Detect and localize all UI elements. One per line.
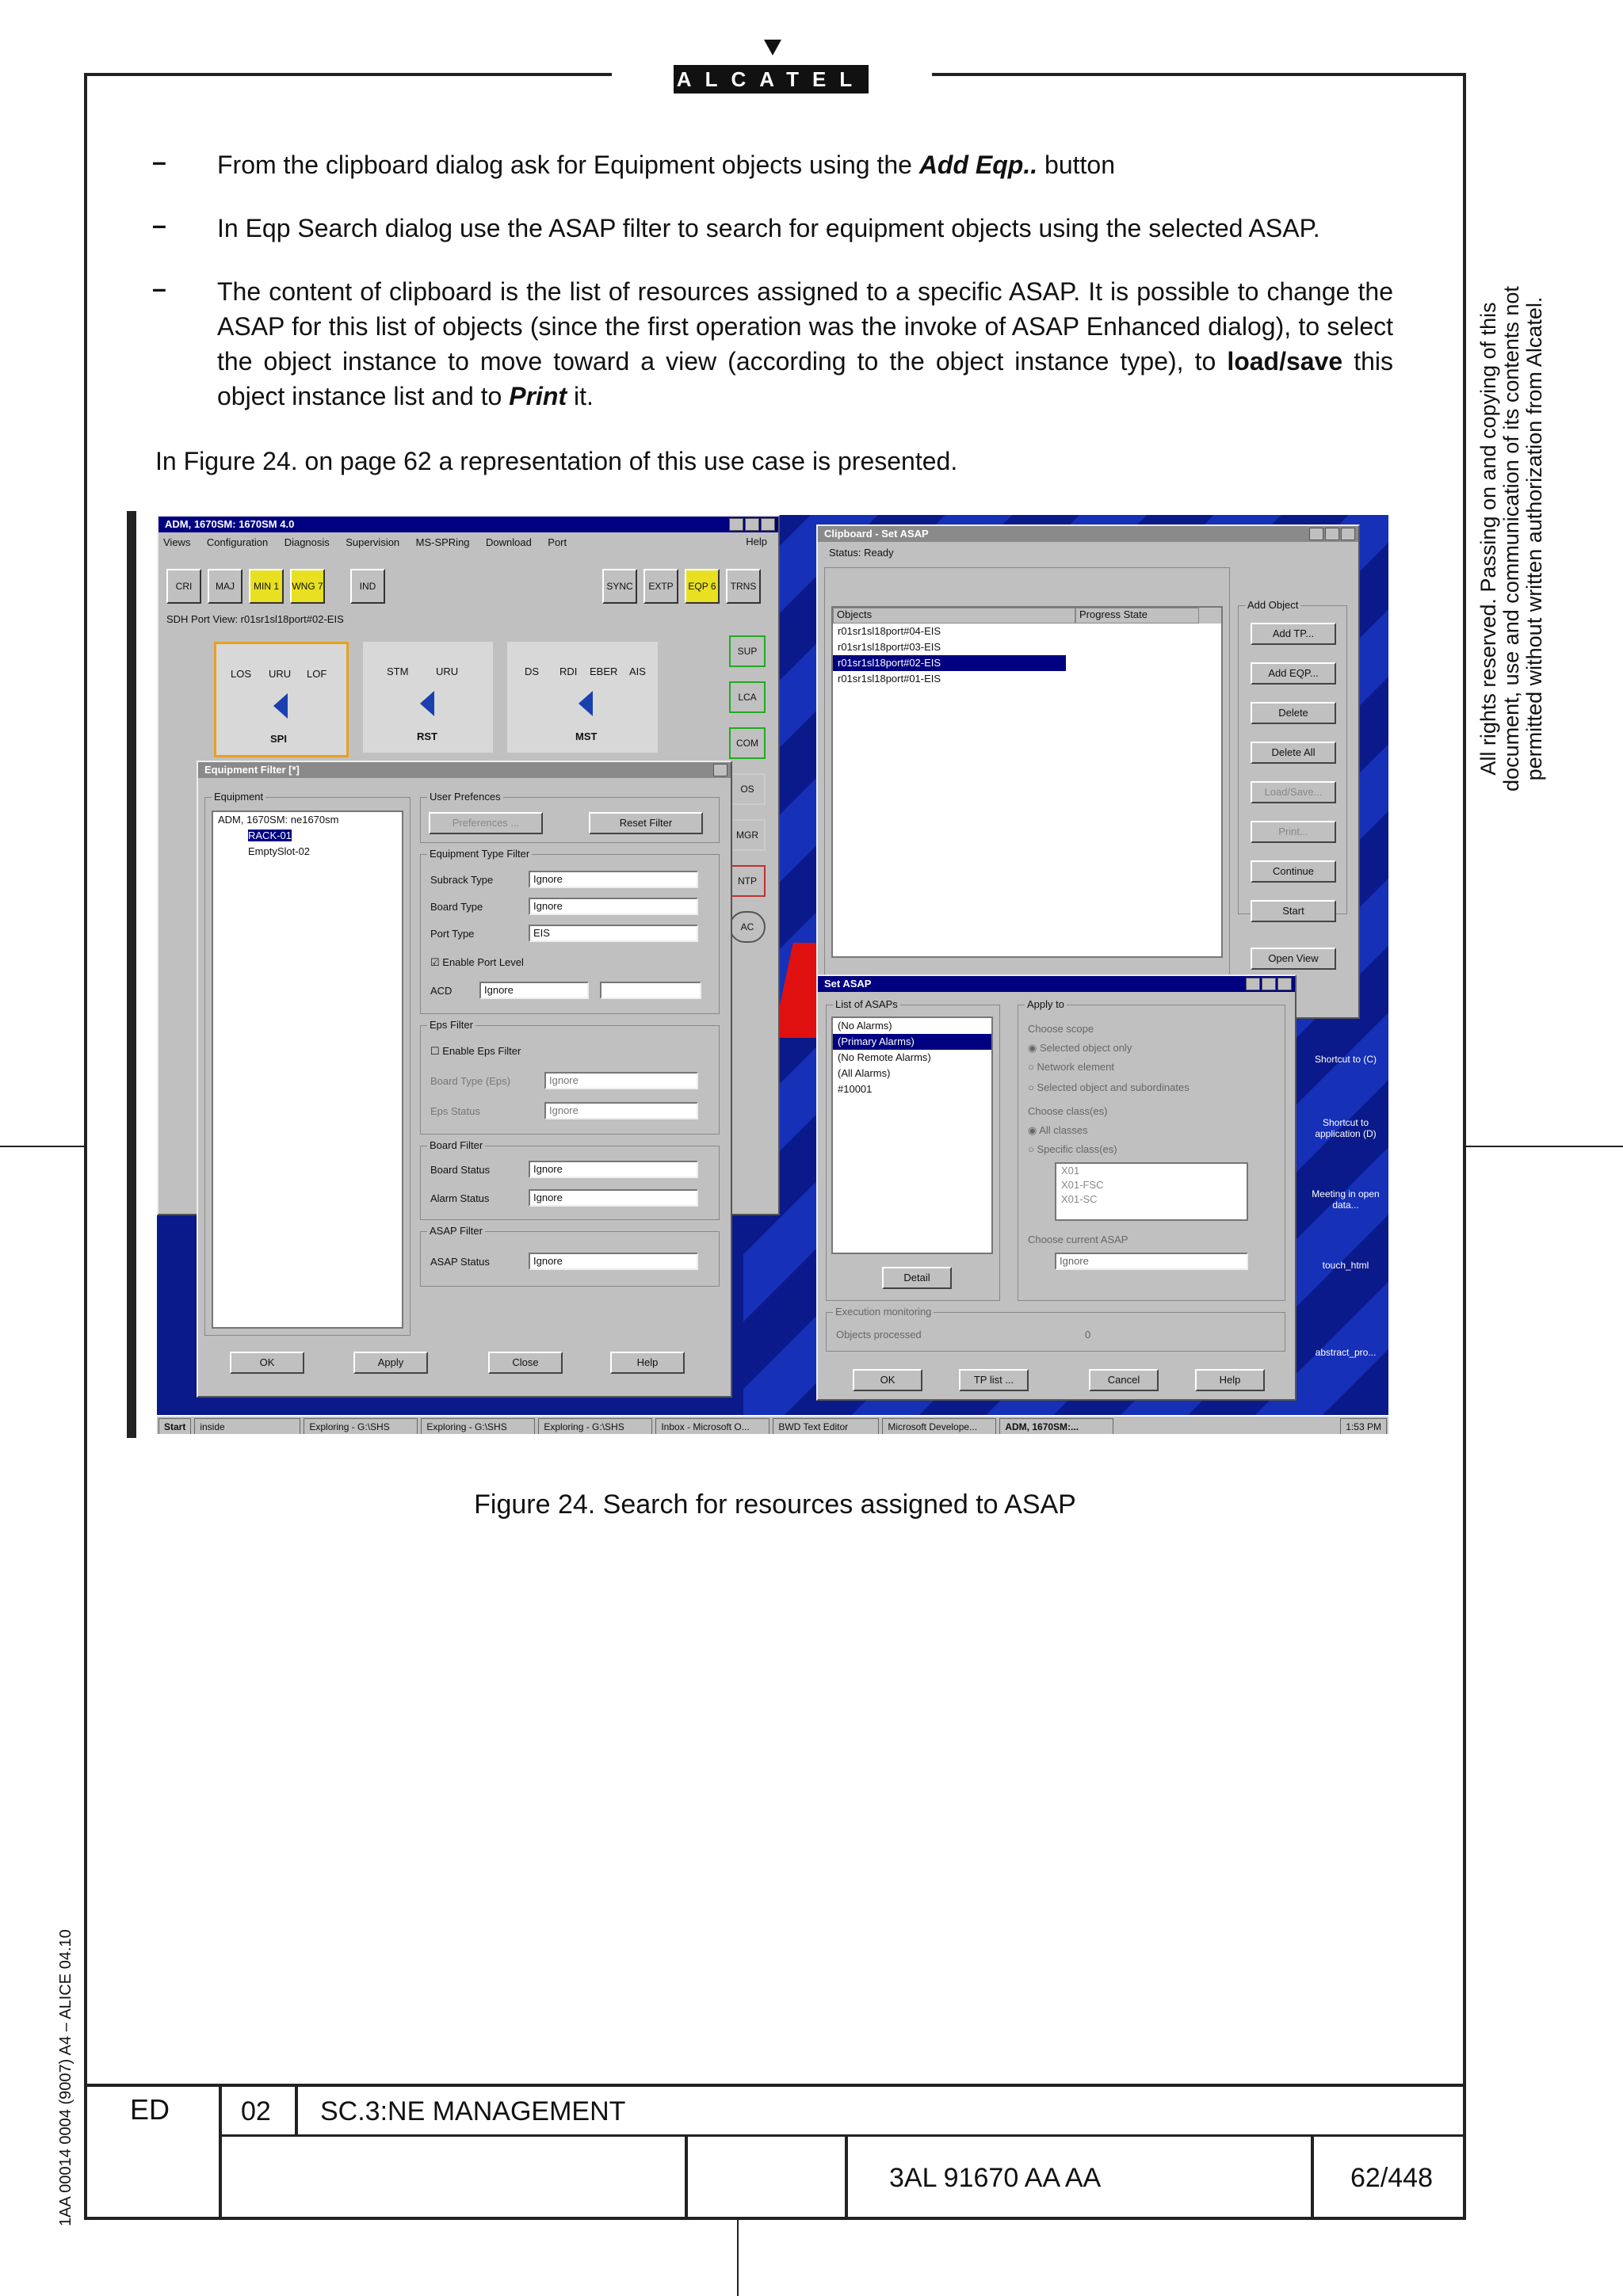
eps-board-type-label: Board Type (Eps) xyxy=(430,1075,510,1087)
current-asap-label: Choose current ASAP xyxy=(1028,1234,1128,1245)
footer-divider xyxy=(295,2084,298,2136)
footer-divider xyxy=(685,2134,688,2220)
lca-button[interactable]: LCA xyxy=(729,681,766,713)
ed-label: ED xyxy=(130,2093,170,2126)
acd-label: ACD xyxy=(430,985,453,997)
open-view-button[interactable]: Open View xyxy=(1251,948,1336,970)
class-option-specific[interactable]: ○ Specific class(es) xyxy=(1028,1143,1117,1155)
board-filter-group xyxy=(420,1139,720,1220)
bullet-dash: – xyxy=(152,147,166,176)
bullet-dash: – xyxy=(152,211,166,239)
taskbar-item[interactable]: BWD Text Editor xyxy=(773,1418,879,1434)
class-option-all[interactable]: ◉ All classes xyxy=(1028,1124,1088,1136)
figure-screenshot xyxy=(157,515,1388,1434)
sync-button[interactable]: SYNC xyxy=(602,569,637,604)
delete-all-button[interactable]: Delete All xyxy=(1251,742,1336,764)
set-asap-dialog xyxy=(816,974,1296,1401)
help-button[interactable]: Help xyxy=(1195,1369,1265,1391)
change-bar xyxy=(127,511,136,1438)
apply-button[interactable]: Apply xyxy=(353,1352,428,1374)
block-label: AIS xyxy=(629,666,646,677)
ed-value: 02 xyxy=(241,2096,271,2126)
crop-mark-right xyxy=(1466,1146,1623,1147)
class-label: Choose class(es) xyxy=(1028,1105,1108,1117)
crop-mark-bottom xyxy=(737,2220,739,2296)
clipboard-objects-group xyxy=(824,567,1230,1009)
desktop-icon[interactable]: Shortcut to (C) xyxy=(1314,1054,1377,1065)
taskbar-item[interactable]: inside xyxy=(194,1418,300,1434)
arrow-left-icon xyxy=(420,691,434,716)
menu-configuration[interactable]: Configuration xyxy=(206,536,269,548)
clipboard-title: Clipboard - Set ASAP xyxy=(818,526,1358,542)
tp-list-button[interactable]: TP list ... xyxy=(959,1369,1029,1391)
acd-select[interactable]: Ignore xyxy=(479,982,589,999)
equipment-filter-dialog xyxy=(197,761,732,1398)
progress-column-header[interactable]: Progress State xyxy=(1075,608,1199,624)
eps-status-label: Eps Status xyxy=(430,1105,480,1117)
block-label: STM xyxy=(387,666,409,677)
taskbar-clock: 1:53 PM xyxy=(1340,1418,1387,1434)
ok-button[interactable]: OK xyxy=(853,1369,922,1391)
desktop-icon[interactable]: Meeting in open data... xyxy=(1312,1188,1380,1211)
footer-line-top xyxy=(84,2084,1466,2087)
footer-divider xyxy=(845,2134,848,2220)
block-label: URU xyxy=(269,668,292,680)
block-name: SPI xyxy=(270,733,287,745)
block-label: DS xyxy=(525,666,540,677)
asap-status-select[interactable]: Ignore xyxy=(529,1253,698,1270)
block-label: URU xyxy=(436,666,459,677)
bullet-dash: – xyxy=(152,274,166,303)
arrow-left-icon xyxy=(579,691,593,716)
list-item-selected[interactable]: r01sr1sl18port#02-EIS xyxy=(833,655,1066,671)
list-of-asaps-group xyxy=(826,998,1000,1301)
page-number: 62/448 xyxy=(1350,2163,1433,2193)
close-button[interactable] xyxy=(761,518,775,531)
adm-menu-bar xyxy=(158,532,778,553)
bullet-1: From the clipboard dialog ask for Equipment objects using the Add Eqp.. button xyxy=(217,151,1115,179)
objects-column-header[interactable]: Objects xyxy=(833,608,1075,624)
list-item[interactable]: r01sr1sl18port#04-EIS xyxy=(838,625,941,637)
copyright-notice: All rights reserved. Passing on and copying of this document, use and communication of its contents not permitted without written authorization from Alcatel. xyxy=(1476,286,1546,791)
equipment-type-group xyxy=(420,848,720,1014)
list-item[interactable]: (No Alarms) xyxy=(838,1020,892,1032)
preferences-button[interactable]: Preferences ... xyxy=(429,812,543,834)
taskbar-item[interactable]: Exploring - G:\SHS xyxy=(304,1418,418,1434)
apply-to-group xyxy=(1018,998,1285,1301)
group-title: Add Object xyxy=(1245,599,1300,611)
maj-alarm-button[interactable]: MAJ xyxy=(208,569,242,604)
extp-button[interactable]: EXTP xyxy=(643,569,678,604)
group-title: Apply to xyxy=(1025,998,1067,1010)
group-title: Equipment xyxy=(212,791,265,803)
minimize-button[interactable] xyxy=(1246,978,1260,990)
tree-node-ne[interactable]: ADM, 1670SM: ne1670sm xyxy=(218,814,339,826)
equipment-tree[interactable] xyxy=(212,810,403,1329)
taskbar-item[interactable]: Microsoft Develope... xyxy=(882,1418,996,1434)
minimize-button[interactable] xyxy=(1309,528,1323,540)
list-item[interactable]: (No Remote Alarms) xyxy=(838,1051,931,1063)
ac-button[interactable]: AC xyxy=(729,911,766,943)
bullet-2: In Eqp Search dialog use the ASAP filter to search for equipment objects using the selected ASAP. xyxy=(217,214,1320,242)
taskbar-item[interactable]: Exploring - G:\SHS xyxy=(538,1418,652,1434)
acd-value-field[interactable] xyxy=(600,982,701,999)
clipboard-objects-list[interactable] xyxy=(831,606,1223,958)
menu-supervision[interactable]: Supervision xyxy=(346,536,400,548)
footer-divider xyxy=(1311,2134,1314,2220)
desktop-icon[interactable]: Shortcut to application (D) xyxy=(1315,1117,1377,1139)
wng-alarm-button[interactable]: WNG 7 xyxy=(290,569,325,604)
figure-caption: Figure 24. Search for resources assigned to ASAP xyxy=(474,1489,1076,1520)
adm-title-bar: ADM, 1670SM: 1670SM 4.0 xyxy=(158,517,778,532)
port-type-label: Port Type xyxy=(430,928,475,940)
list-item[interactable]: r01sr1sl18port#03-EIS xyxy=(838,641,941,653)
document-reference: 1AA 00014 0004 (9007) A4 – ALICE 04.10 xyxy=(57,1929,74,2226)
tree-node-rack[interactable]: RACK-01 xyxy=(248,830,292,841)
ind-alarm-button[interactable]: IND xyxy=(350,569,385,604)
taskbar-item-active[interactable]: ADM, 1670SM:... xyxy=(999,1418,1113,1434)
start-button[interactable]: Start xyxy=(1251,900,1336,922)
eps-status-select[interactable]: Ignore xyxy=(544,1102,698,1119)
objects-processed-label: Objects processed xyxy=(836,1329,922,1341)
clipboard-status: Status: Ready xyxy=(829,547,894,559)
clipboard-dialog xyxy=(816,524,1360,1019)
mst-block[interactable] xyxy=(507,642,658,753)
add-eqp-button[interactable]: Add EQP... xyxy=(1251,662,1336,685)
cri-alarm-button[interactable]: CRI xyxy=(166,569,201,604)
group-title: Board Filter xyxy=(427,1139,485,1151)
page-frame-left xyxy=(84,73,87,2220)
logo-arrow-icon xyxy=(764,40,781,55)
reset-filter-button[interactable]: Reset Filter xyxy=(589,812,703,834)
page-frame-top-left xyxy=(84,73,612,76)
spi-block[interactable] xyxy=(214,642,349,757)
footer-line-mid xyxy=(219,2134,1466,2137)
scope-label: Choose scope xyxy=(1028,1023,1094,1035)
list-item[interactable]: #10001 xyxy=(838,1083,873,1095)
port-view-label: SDH Port View: r01sr1sl18port#02-EIS xyxy=(166,613,344,625)
list-header xyxy=(833,608,1221,624)
menu-diagnosis[interactable]: Diagnosis xyxy=(284,536,330,548)
eps-filter-group xyxy=(420,1019,720,1135)
current-asap-select[interactable]: Ignore xyxy=(1055,1253,1248,1270)
group-title: List of ASAPs xyxy=(833,998,900,1010)
menu-port[interactable]: Port xyxy=(548,536,567,548)
eps-board-type-select[interactable]: Ignore xyxy=(544,1072,698,1089)
equipment-group xyxy=(204,791,411,1336)
crop-mark-left xyxy=(0,1146,84,1147)
scope-option-network-element[interactable]: ○ Network element xyxy=(1028,1061,1115,1073)
maximize-button[interactable] xyxy=(745,518,759,531)
footer-divider xyxy=(219,2084,222,2220)
list-item[interactable]: X01-SC xyxy=(1061,1193,1098,1205)
group-title: Equipment Type Filter xyxy=(427,848,532,860)
eqp-button[interactable]: EQP 6 xyxy=(685,569,720,604)
scope-option-subordinates[interactable]: ○ Selected object and subordinates xyxy=(1028,1081,1190,1093)
desktop-icon[interactable]: touch_html xyxy=(1322,1260,1369,1271)
document-code: 3AL 91670 AA AA xyxy=(889,2163,1102,2193)
block-name: MST xyxy=(575,730,598,742)
board-status-select[interactable]: Ignore xyxy=(529,1161,698,1178)
block-label: LOF xyxy=(307,668,327,680)
help-button[interactable]: Help xyxy=(610,1352,685,1374)
taskbar xyxy=(157,1415,1388,1434)
block-name: RST xyxy=(417,730,437,742)
asap-status-label: ASAP Status xyxy=(430,1256,490,1268)
list-item[interactable]: X01 xyxy=(1061,1165,1080,1177)
execution-monitoring-group xyxy=(826,1306,1285,1352)
menu-views[interactable]: Views xyxy=(163,536,191,548)
board-status-label: Board Status xyxy=(430,1164,491,1176)
os-button[interactable]: OS xyxy=(729,773,766,805)
group-title: ASAP Filter xyxy=(427,1225,485,1237)
block-label: EBER xyxy=(590,666,618,677)
enable-port-level-checkbox[interactable]: ☑ Enable Port Level xyxy=(430,956,524,968)
alarm-status-label: Alarm Status xyxy=(430,1192,490,1204)
list-item-selected[interactable]: (Primary Alarms) xyxy=(833,1034,991,1050)
tree-node-slot[interactable]: EmptySlot-02 xyxy=(248,845,311,857)
close-button[interactable] xyxy=(713,764,727,776)
list-item[interactable]: X01-FSC xyxy=(1061,1179,1104,1191)
min-alarm-button[interactable]: MIN 1 xyxy=(249,569,284,604)
mgr-button[interactable]: MGR xyxy=(729,819,766,851)
group-title: Execution monitoring xyxy=(833,1306,934,1318)
board-type-label: Board Type xyxy=(430,901,483,913)
subrack-type-select[interactable]: Ignore xyxy=(529,871,698,888)
scope-option-selected-only[interactable]: ◉ Selected object only xyxy=(1028,1042,1132,1054)
print-button[interactable]: Print... xyxy=(1251,821,1336,843)
sup-button[interactable]: SUP xyxy=(729,635,766,667)
taskbar-item[interactable]: Exploring - G:\SHS xyxy=(421,1418,535,1434)
board-type-select[interactable]: Ignore xyxy=(529,898,698,915)
taskbar-item[interactable]: Inbox - Microsoft O... xyxy=(655,1418,769,1434)
asap-filter-group xyxy=(420,1225,720,1287)
block-label: LOS xyxy=(231,668,252,680)
list-item[interactable]: (All Alarms) xyxy=(838,1067,891,1079)
detail-button[interactable]: Detail xyxy=(882,1267,952,1289)
subrack-type-label: Subrack Type xyxy=(430,874,494,886)
asap-list[interactable] xyxy=(831,1016,993,1254)
block-label: RDI xyxy=(559,666,578,677)
bullet-3: The content of clipboard is the list of resources assigned to a specific ASAP. It is possible to change the ASAP for this list of objects (since the first operation was the invoke of ASAP Enhanced dialog), to select the object instance to move toward a view (according to the object instance type), to load/save this object instance list and to Print it. xyxy=(217,277,1394,410)
maximize-button[interactable] xyxy=(1262,978,1276,990)
maximize-button[interactable] xyxy=(1325,528,1339,540)
add-tp-button[interactable]: Add TP... xyxy=(1251,623,1336,645)
menu-help[interactable]: Help xyxy=(746,536,767,547)
minimize-button[interactable] xyxy=(729,518,743,531)
alcatel-logo: ALCATEL xyxy=(674,65,869,93)
user-prefs-group xyxy=(420,791,720,843)
close-dialog-button[interactable]: Close xyxy=(488,1352,563,1374)
delete-button[interactable]: Delete xyxy=(1251,702,1336,724)
start-button[interactable]: Start xyxy=(158,1418,191,1434)
footer-line-bottom xyxy=(84,2217,1466,2220)
port-type-select[interactable]: EIS xyxy=(529,925,698,942)
enable-eps-checkbox[interactable]: ☐ Enable Eps Filter xyxy=(430,1045,521,1057)
menu-download[interactable]: Download xyxy=(486,536,532,548)
group-title: Eps Filter xyxy=(427,1019,475,1031)
group-title: User Prefences xyxy=(427,791,503,803)
close-button[interactable] xyxy=(1277,978,1292,990)
objects-processed-value: 0 xyxy=(1085,1329,1091,1341)
set-asap-title: Set ASAP xyxy=(818,976,1295,992)
continue-button[interactable]: Continue xyxy=(1251,860,1336,883)
load-save-button[interactable]: Load/Save... xyxy=(1251,781,1336,803)
alarm-status-select[interactable]: Ignore xyxy=(529,1189,698,1207)
equipment-filter-title: Equipment Filter [*] xyxy=(198,762,731,778)
trns-button[interactable]: TRNS xyxy=(726,569,761,604)
menu-ms-spring[interactable]: MS-SPRing xyxy=(415,536,470,548)
page-frame-top-right xyxy=(932,73,1466,76)
ntp-button[interactable]: NTP xyxy=(729,865,766,897)
cancel-button[interactable]: Cancel xyxy=(1089,1369,1159,1391)
desktop-icon[interactable]: abstract_pro... xyxy=(1315,1347,1377,1358)
intro-text: In Figure 24. on page 62 a representation of this use case is presented. xyxy=(155,447,958,475)
com-button[interactable]: COM xyxy=(729,727,766,759)
ok-button[interactable]: OK xyxy=(230,1352,304,1374)
arrow-left-icon xyxy=(273,693,288,719)
class-list[interactable] xyxy=(1055,1162,1248,1221)
rst-block[interactable] xyxy=(363,642,493,753)
list-item[interactable]: r01sr1sl18port#01-EIS xyxy=(838,673,941,685)
close-button[interactable] xyxy=(1341,528,1355,540)
section-title: SC.3:NE MANAGEMENT xyxy=(320,2096,626,2126)
